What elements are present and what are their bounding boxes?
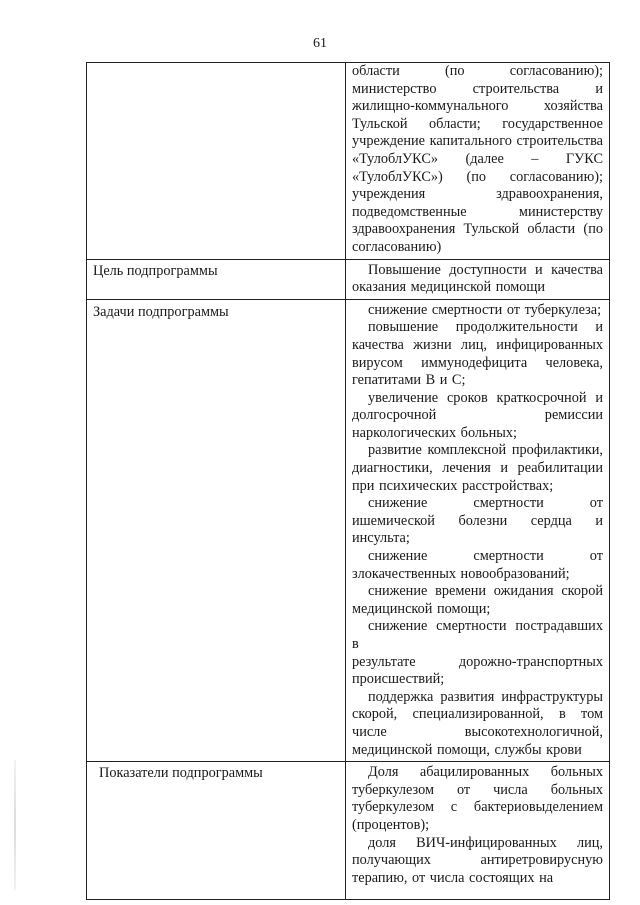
continuation-row [87, 63, 610, 260]
text-line: медицинской помощи, службы крови [352, 741, 582, 758]
text-line: скорой, специализированной, в том [352, 706, 603, 723]
text-line: терапию, от числа состоящих на [352, 869, 554, 886]
scan-artifact [14, 760, 16, 890]
text-line: злокачественных новообразований; [352, 565, 570, 582]
text-line: Повышение доступности и качества [368, 261, 603, 278]
row-label: Показатели подпрограммы [99, 765, 263, 782]
text-line: числе высокотехнологичной, [352, 723, 603, 740]
row-label-cell [87, 299, 346, 761]
text-line: увеличение сроков краткосрочной и [368, 389, 603, 406]
row-content-cell [346, 259, 610, 299]
text-line: «ТулоблУКС») (по согласованию); [352, 168, 603, 185]
text-line: жилищно-коммунального хозяйства [352, 98, 603, 115]
goal-row [87, 259, 610, 299]
page-number: 61 [313, 36, 327, 51]
subprogram-passport-table [86, 62, 610, 900]
text-line: туберкулезом от числа больных [352, 781, 603, 798]
row-label: Цель подпрограммы [93, 262, 218, 279]
row-label-cell [87, 63, 346, 260]
text-line: (процентов); [352, 816, 430, 833]
row-label: Задачи подпрограммы [93, 303, 229, 320]
text-line: согласованию) [352, 238, 442, 255]
text-line: поддержка развития инфраструктуры [368, 688, 603, 705]
text-line: области (по согласованию); [352, 63, 603, 79]
text-line: оказания медицинской помощи [352, 279, 546, 296]
text-line: Тульской области; государственное [352, 115, 603, 132]
text-line: гепатитами В и С; [352, 372, 466, 389]
text-line: министерство строительства и [352, 80, 603, 97]
row-label-cell [87, 762, 346, 900]
row-content-cell [346, 299, 610, 761]
text-line: снижение смертности пострадавших в [352, 618, 603, 652]
text-line: снижение смертности от [368, 548, 603, 565]
text-line: «ТулоблУКС» (далее – ГУКС [352, 150, 603, 167]
tasks-row [87, 299, 610, 761]
text-line: инсульта; [352, 530, 410, 547]
text-line: ишемической болезни сердца и [352, 512, 603, 529]
text-line: повышение продолжительности и [368, 319, 603, 336]
row-label-cell [87, 259, 346, 299]
text-line: медицинской помощи; [352, 600, 491, 617]
text-line: подведомственные министерству [352, 203, 603, 220]
text-line: наркологических больных; [352, 424, 517, 441]
text-line: снижение смертности от туберкулеза; [368, 301, 602, 318]
text-line: получающих антиретровирусную [352, 852, 603, 869]
text-line: снижение времени ожидания скорой [368, 583, 603, 600]
text-line: диагностики, лечения и реабилитации [352, 460, 603, 477]
text-line: учреждение капитального строительства [352, 133, 603, 150]
text-line: вирусом иммунодефицита человека, [352, 354, 603, 371]
text-line: доля ВИЧ-инфицированных лиц, [368, 834, 603, 851]
text-line: качества жизни лиц, инфицированных [352, 336, 603, 353]
text-line: долгосрочной ремиссии [352, 407, 603, 424]
row-content-cell [346, 63, 610, 260]
table-body [87, 63, 610, 900]
text-line: результате дорожно-транспортных [352, 653, 603, 670]
text-line: при психических расстройствах; [352, 477, 554, 494]
text-line: туберкулезом с бактериовыделением [352, 799, 603, 816]
text-line: снижение смертности от [368, 495, 603, 512]
text-line: происшествий; [352, 671, 445, 688]
text-line: учреждения здравоохранения, [352, 186, 603, 203]
text-line: развитие комплексной профилактики, [368, 442, 603, 459]
text-line: здравоохранения Тульской области (по [352, 221, 603, 238]
indicators-row [87, 762, 610, 900]
row-content-cell [346, 762, 610, 900]
text-line: Доля абацилированных больных [368, 764, 603, 781]
